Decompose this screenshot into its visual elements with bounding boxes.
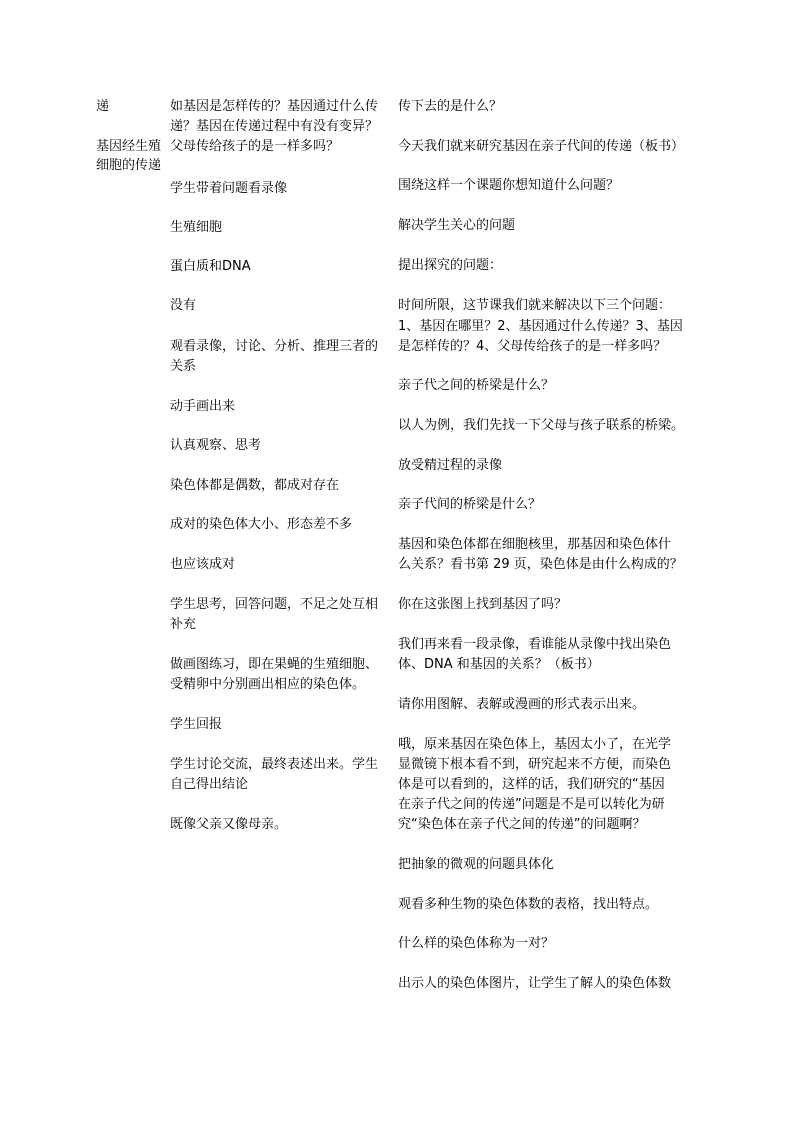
- section-label-line: 递: [96, 99, 110, 114]
- teacher-activity-line: 放受精过程的录像: [398, 458, 503, 473]
- student-activity-line: 也应该成对: [170, 557, 236, 572]
- teacher-activity-line: 在亲子代之间的传递”问题是不是可以转化为研: [398, 797, 665, 812]
- section-label-line: 基因经生殖: [96, 139, 162, 154]
- student-activity-line: 递？基因在传递过程中有没有变异？: [170, 119, 379, 134]
- student-activity-line: 观看录像，讨论、分析、推理三者的: [170, 339, 379, 354]
- teacher-activity-line: 1、基因在哪里？2、基因通过什么传递？3、基因: [398, 319, 683, 334]
- student-activity-line: 认真观察、思考: [170, 438, 262, 453]
- teacher-activity-line: 出示人的染色体图片，让学生了解人的染色体数: [398, 976, 672, 991]
- teacher-activity-line: 传下去的是什么？: [398, 99, 503, 114]
- teacher-activity-line: 时间所限，这节课我们就来解决以下三个问题：: [398, 298, 672, 313]
- student-activity-line: 成对的染色体大小、形态差不多: [170, 517, 353, 532]
- student-activity-line: 学生回报: [170, 717, 223, 732]
- student-activity-line: 生殖细胞: [170, 220, 223, 235]
- teacher-activity-line: 么关系？看书第 29 页，染色体是由什么构成的？: [398, 557, 683, 572]
- student-activity-line: 学生带着问题看录像: [170, 181, 288, 196]
- teacher-activity-line: 哦，原来基因在染色体上，基因太小了，在光学: [398, 737, 672, 752]
- student-activity-line: 做画图练习，即在果蝇的生殖细胞、: [170, 657, 379, 672]
- teacher-activity-line: 解决学生关心的问题: [398, 218, 516, 233]
- teacher-activity-line: 基因和染色体都在细胞核里，那基因和染色体什: [398, 537, 672, 552]
- student-activity-line: 染色体都是偶数，都成对存在: [170, 478, 340, 493]
- teacher-activity-line: 什么样的染色体称为一对？: [398, 936, 555, 951]
- student-activity-line: 既像父亲又像母亲。: [170, 817, 288, 832]
- teacher-activity-line: 你在这张图上找到基因了吗？: [398, 597, 568, 612]
- teacher-activity-line: 观看多种生物的染色体数的表格，找出特点。: [398, 897, 659, 912]
- teacher-activity-line: 体、DNA 和基因的关系？（板书）: [398, 657, 600, 672]
- student-activity-line: 关系: [170, 359, 197, 374]
- section-label-line: 细胞的传递: [96, 158, 162, 173]
- student-activity-line: 如基因是怎样传的？基因通过什么传: [170, 99, 379, 114]
- teacher-activity-line: 是怎样传的？4、父母传给孩子的是一样多吗？: [398, 339, 667, 354]
- teacher-activity-line: 显微镜下根本看不到，研究起来不方便，而染色: [398, 757, 672, 772]
- student-activity-line: 动手画出来: [170, 399, 236, 414]
- student-activity-line: 蛋白质和DNA: [170, 259, 251, 274]
- teacher-activity-line: 亲子代间的桥梁是什么？: [398, 497, 542, 512]
- student-activity-line: 自己得出结论: [170, 777, 249, 792]
- teacher-activity-line: 我们再来看一段录像，看谁能从录像中找出染色: [398, 637, 672, 652]
- student-activity-line: 没有: [170, 298, 197, 313]
- teacher-activity-line: 究“染色体在亲子代之间的传递”的问题啊？: [398, 817, 646, 832]
- teacher-activity-line: 围绕这样一个课题你想知道什么问题？: [398, 178, 620, 193]
- teacher-activity-line: 把抽象的微观的问题具体化: [398, 857, 555, 872]
- student-activity-line: 父母传给孩子的是一样多吗？: [170, 139, 340, 154]
- teacher-activity-line: 以人为例，我们先找一下父母与孩子联系的桥梁。: [398, 418, 685, 433]
- teacher-activity-line: 体是可以看到的，这样的话，我们研究的“基因: [398, 777, 665, 792]
- student-activity-line: 补充: [170, 617, 197, 632]
- teacher-activity-line: 今天我们就来研究基因在亲子代间的传递（板书）: [398, 139, 685, 154]
- teacher-activity-line: 请你用图解、表解或漫画的形式表示出来。: [398, 697, 646, 712]
- student-activity-line: 受精卵中分别画出相应的染色体。: [170, 677, 366, 692]
- student-activity-line: 学生思考，回答问题，不足之处互相: [170, 597, 379, 612]
- teacher-activity-line: 亲子代之间的桥梁是什么？: [398, 378, 555, 393]
- student-activity-line: 学生讨论交流，最终表述出来。学生: [170, 757, 379, 772]
- teacher-activity-line: 提出探究的问题：: [398, 258, 503, 273]
